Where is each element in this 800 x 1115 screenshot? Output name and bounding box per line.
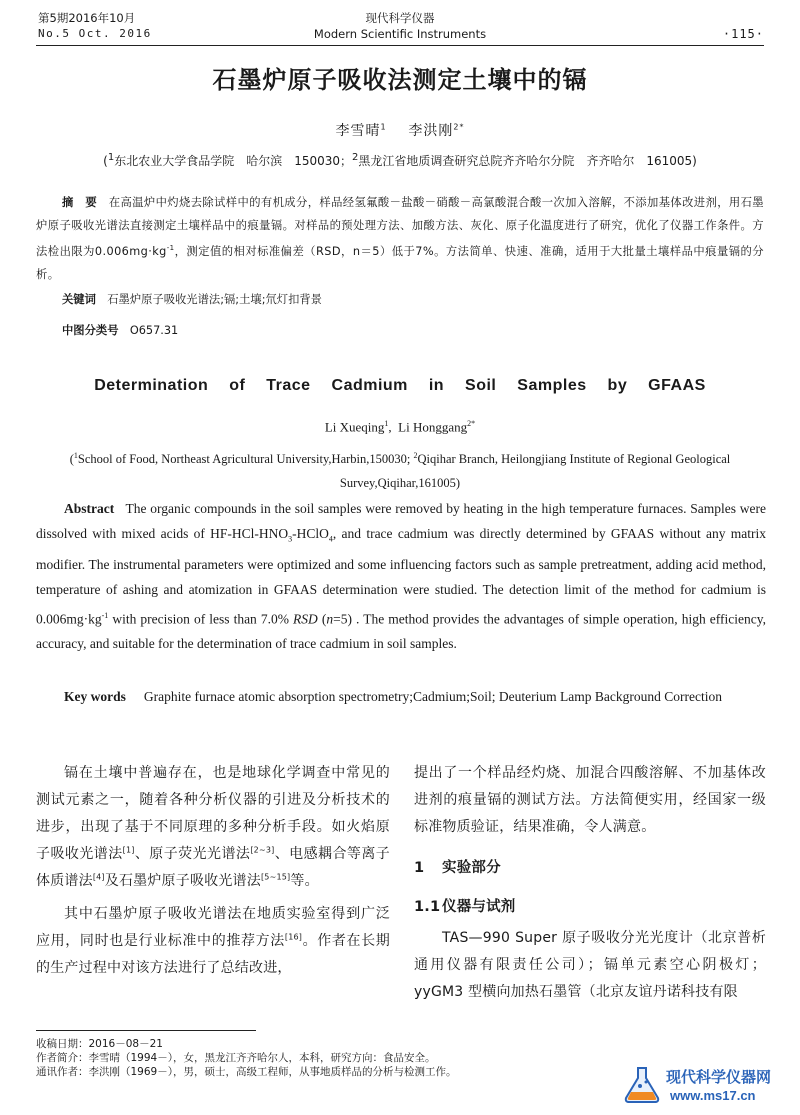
affil-mark: 2 [352,152,359,163]
footnote-received: 收稿日期：2016－08－21 [36,1038,163,1050]
subscript: 3 [288,534,293,544]
author-mark: 2* [453,122,465,132]
body-paragraph [36,760,390,895]
section-heading [414,855,766,882]
running-header-issue [38,10,152,42]
section-number: 1 [414,860,425,876]
paper-title-zh: 石墨炉原子吸收法测定土壤中的镉 [212,66,588,94]
author-mark: 2* [467,419,476,428]
subsection-heading [414,894,766,921]
footnotes [36,1037,456,1079]
classification-zh [62,322,178,338]
body-text: 。作者在长期的生产过程中对该方法进行了总结改进， [36,933,390,976]
body-paragraph [36,901,390,982]
body-column-right [414,760,766,1006]
superscript: -1 [101,610,109,620]
abstract-text: -HClO [292,526,329,542]
author-mark: 1 [384,419,389,428]
footnote-rule [36,1030,256,1031]
journal-en: Modern Scientific Instruments [313,27,487,41]
body-paragraph: 提出了一个样品经灼烧、加混合四酸溶解、不加基体改进剂的痕量镉的测试方法。方法简便实用，经国家一级标准物质验证，结果准确，令人满意。 [414,765,766,835]
body-text: 其中石墨炉原子吸收光谱法在地质实验室得到广泛应用，同时也是行业标准中的推荐方法 [36,906,390,949]
keywords-label-en: Key words [64,689,126,704]
subscript: 4 [328,534,333,544]
affil-text: Qiqihar Branch, Heilongjiang Institute of Regional Geological Survey,Qiqihar,161005) [339,452,731,491]
abstract-text-zh: 在高温炉中灼烧去除试样中的有机成分，样品经氢氟酸－盐酸－硝酸－高氯酸混合酸一次加入溶解，不添加基体改进剂，用石墨炉原子吸收光谱法直接测定土壤样品中的痕量镉。对样品的预处理方法、加酸方法、灰化、原子化温度进行了研究，优化了仪器工作条件。方法检出限为0.006mg·kg [36,196,765,258]
issue-zh: 第5期2016年10月 [38,11,136,25]
issue-en: No.5 Oct. 2016 [38,27,152,40]
author-name: Li Xueqing [324,419,385,435]
abstract-text: The organic compounds in the soil samples were removed by heating in the high temperature furnaces. Samples were dissolved with mixed acids of HF-HCl-HNO [36,501,767,542]
running-header-journal [250,10,550,42]
header-rule [36,45,764,46]
footnote-corresponding: 通讯作者：李洪刚（1969－），男，硕士，高级工程师，从事地质样品的分析与检测工作。 [36,1066,457,1078]
affiliation-en [40,444,760,495]
affil-mark: 2 [413,451,418,460]
body-text: 镉在土壤中普遍存在，也是地球化学调查中常见的测试元素之一，随着各种分析仪器的引进及分析技术的进步，出现了基于不同原理的多种分析手段。如火焰原子吸收光谱法 [36,765,390,862]
citation: [5~15] [260,872,291,882]
classification-code: O657.31 [129,324,179,337]
watermark-url: www.ms17.cn [670,1088,756,1103]
keywords-text-zh: 石墨炉原子吸收光谱法;镉;土壤;氘灯扣背景 [107,293,322,306]
author-mark: 1 [380,122,387,132]
affil-text: 东北农业大学食品学院 哈尔滨 150030； [114,154,352,168]
abstract-text: =5) . The method provides the advantages of simple operation, high efficiency, accuracy, and suitable for the determination of trace cadmium in soil samples. [36,611,766,652]
keywords-label-zh: 关键词 [62,293,96,306]
citation: [1] [122,845,135,855]
rsd-italic: RSD [293,611,318,626]
body-text: 等。 [290,873,319,889]
affil-text: School of Food, Northeast Agricultural University,Harbin,150030; [77,452,411,467]
abstract-label-zh: 摘 要 [62,196,98,209]
abstract-label-en: Abstract [64,501,115,516]
abstract-text: , and trace cadmium was directly determined by GFAAS without any matrix modifier. The instrumental parameters were optimized and some influencing factors such as sample pretreatment, adding acid method, temperature of ashing and atomization in GFAAS determination were studied. The detection limit of the method for cadmium is 0.006mg·kg [36,526,766,626]
affil-paren: ( [103,154,108,168]
body-text: 、原子荧光光谱法 [134,846,251,862]
affil-mark: 1 [107,152,115,163]
citation: [2~3] [250,845,275,855]
author-name: 李雪晴 [335,123,381,139]
affil-text: 黑龙江省地质调查研究总院齐齐哈尔分院 齐齐哈尔 161005) [358,154,697,168]
n-italic: n [326,611,334,626]
abstract-text: with precision of less than 7.0% [108,611,294,626]
body-text: 及石墨炉原子吸收光谱法 [104,873,261,889]
classification-label: 中图分类号 [62,324,119,337]
affil-paren: ( [69,452,74,467]
authors-zh [0,120,800,140]
abstract-zh [36,191,764,286]
paper-title-en: Determination of Trace Cadmium in Soil Samples by GFAAS [94,377,706,394]
section-title: 实验部分 [442,860,501,876]
authors-en: Li Xueqing$^1$, Li Honggang$^{2*}$ [324,419,476,435]
body-text: 、电感耦合等离子体质谱法 [36,846,390,889]
keywords-zh [62,291,322,307]
site-watermark[interactable] [620,1062,790,1110]
watermark-name: 现代科学仪器网 [666,1068,772,1086]
affiliation-zh [30,152,770,169]
abstract-en [36,496,766,656]
abstract-text-zh-b: ，测定值的相对标准偏差（RSD，n＝5）低于7%。方法简单、快速、准确，适用于大批量土壤样品中痕量镉的分析。 [36,244,764,281]
flask-logo-icon [620,1064,664,1104]
keywords-text-en: Graphite furnace atomic absorption spectrometry;Cadmium;Soil; Deuterium Lamp Background Correction [143,689,722,704]
author-name: Li Honggang [398,419,468,435]
subsection-title: 仪器与试剂 [442,899,516,915]
abstract-text: ( [317,611,327,626]
journal-zh: 现代科学仪器 [365,11,435,25]
body-paragraph: TAS—990 Super 原子吸收分光光度计（北京普析通用仪器有限责任公司）；镉单元素空心阴极灯；yyGM3 型横向加热石墨管（北京友谊丹诺科技有限 [414,930,766,1000]
citation: [16] [284,932,303,942]
keywords-en [36,684,766,710]
affil-mark: 1 [73,451,78,460]
page-number: ·115· [722,27,764,41]
citation: [4] [92,872,105,882]
author-name: 李洪刚 [408,123,454,139]
subsection-number: 1.1 [414,899,441,915]
abstract-exp: -1 [166,244,175,252]
body-column-left [36,760,390,982]
footnote-author: 作者简介：李雪晴（1994－），女，黑龙江齐齐哈尔人，本科，研究方向：食品安全。 [36,1052,436,1064]
